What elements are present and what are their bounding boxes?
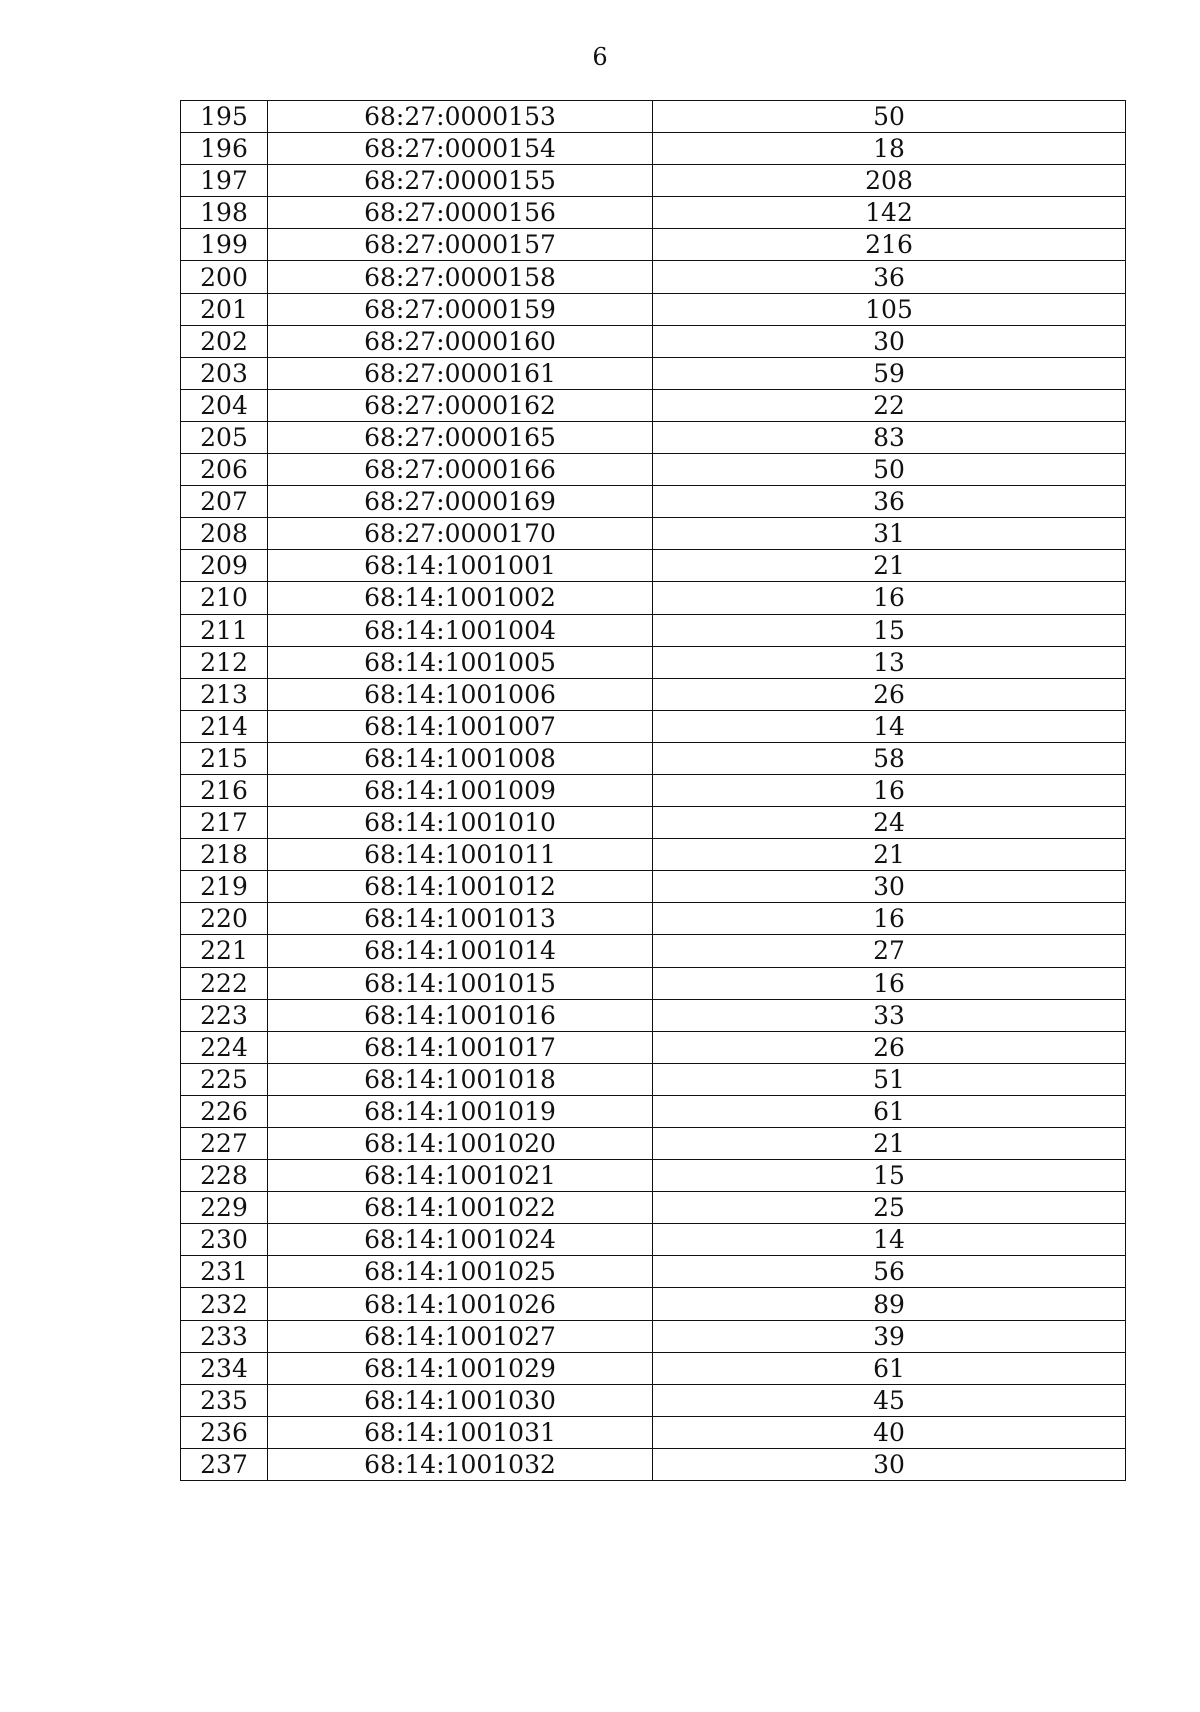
cadastral-number-cell: 68:14:1001014	[268, 935, 653, 967]
table-row	[181, 1384, 1126, 1416]
value-cell: 18	[653, 133, 1126, 165]
cadastral-table	[180, 100, 1126, 1481]
value-cell: 59	[653, 357, 1126, 389]
table-row	[181, 999, 1126, 1031]
table-row	[181, 710, 1126, 742]
value-cell: 15	[653, 614, 1126, 646]
row-number-cell: 223	[181, 999, 268, 1031]
value-cell: 16	[653, 903, 1126, 935]
row-number-cell: 210	[181, 582, 268, 614]
row-number-cell: 211	[181, 614, 268, 646]
value-cell: 33	[653, 999, 1126, 1031]
row-number-cell: 207	[181, 486, 268, 518]
value-cell: 51	[653, 1063, 1126, 1095]
value-cell: 89	[653, 1288, 1126, 1320]
row-number-cell: 204	[181, 389, 268, 421]
cadastral-number-cell: 68:14:1001007	[268, 710, 653, 742]
cadastral-number-cell: 68:27:0000160	[268, 325, 653, 357]
row-number-cell: 222	[181, 967, 268, 999]
row-number-cell: 230	[181, 1224, 268, 1256]
table-row	[181, 742, 1126, 774]
value-cell: 21	[653, 1128, 1126, 1160]
value-cell: 83	[653, 421, 1126, 453]
cadastral-number-cell: 68:14:1001001	[268, 550, 653, 582]
table-row	[181, 197, 1126, 229]
value-cell: 21	[653, 839, 1126, 871]
value-cell: 26	[653, 1031, 1126, 1063]
table-row	[181, 454, 1126, 486]
value-cell: 50	[653, 454, 1126, 486]
cadastral-number-cell: 68:27:0000162	[268, 389, 653, 421]
value-cell: 13	[653, 646, 1126, 678]
table-row	[181, 614, 1126, 646]
cadastral-number-cell: 68:14:1001027	[268, 1320, 653, 1352]
value-cell: 22	[653, 389, 1126, 421]
value-cell: 142	[653, 197, 1126, 229]
cadastral-number-cell: 68:14:1001018	[268, 1063, 653, 1095]
row-number-cell: 196	[181, 133, 268, 165]
row-number-cell: 232	[181, 1288, 268, 1320]
cadastral-number-cell: 68:14:1001019	[268, 1095, 653, 1127]
value-cell: 36	[653, 486, 1126, 518]
row-number-cell: 220	[181, 903, 268, 935]
table-row	[181, 1320, 1126, 1352]
cadastral-number-cell: 68:14:1001016	[268, 999, 653, 1031]
cadastral-number-cell: 68:14:1001004	[268, 614, 653, 646]
row-number-cell: 216	[181, 774, 268, 806]
value-cell: 61	[653, 1095, 1126, 1127]
value-cell: 16	[653, 967, 1126, 999]
row-number-cell: 229	[181, 1192, 268, 1224]
value-cell: 56	[653, 1256, 1126, 1288]
cadastral-number-cell: 68:14:1001009	[268, 774, 653, 806]
cadastral-number-cell: 68:14:1001021	[268, 1160, 653, 1192]
row-number-cell: 197	[181, 165, 268, 197]
value-cell: 14	[653, 1224, 1126, 1256]
value-cell: 30	[653, 1448, 1126, 1480]
value-cell: 27	[653, 935, 1126, 967]
cadastral-number-cell: 68:14:1001008	[268, 742, 653, 774]
cadastral-number-cell: 68:27:0000166	[268, 454, 653, 486]
row-number-cell: 200	[181, 261, 268, 293]
row-number-cell: 206	[181, 454, 268, 486]
cadastral-number-cell: 68:14:1001022	[268, 1192, 653, 1224]
table-row	[181, 1256, 1126, 1288]
cadastral-number-cell: 68:27:0000159	[268, 293, 653, 325]
row-number-cell: 198	[181, 197, 268, 229]
value-cell: 16	[653, 582, 1126, 614]
row-number-cell: 215	[181, 742, 268, 774]
table-row	[181, 678, 1126, 710]
value-cell: 31	[653, 518, 1126, 550]
value-cell: 50	[653, 101, 1126, 133]
value-cell: 39	[653, 1320, 1126, 1352]
table-row	[181, 389, 1126, 421]
row-number-cell: 236	[181, 1416, 268, 1448]
table-row	[181, 1095, 1126, 1127]
table-row	[181, 839, 1126, 871]
row-number-cell: 203	[181, 357, 268, 389]
cadastral-number-cell: 68:14:1001024	[268, 1224, 653, 1256]
value-cell: 26	[653, 678, 1126, 710]
table-row	[181, 903, 1126, 935]
value-cell: 30	[653, 871, 1126, 903]
cadastral-number-cell: 68:27:0000165	[268, 421, 653, 453]
table-row	[181, 1031, 1126, 1063]
table-row	[181, 229, 1126, 261]
table-row	[181, 1448, 1126, 1480]
table-row	[181, 550, 1126, 582]
cadastral-number-cell: 68:14:1001006	[268, 678, 653, 710]
value-cell: 15	[653, 1160, 1126, 1192]
row-number-cell: 202	[181, 325, 268, 357]
value-cell: 25	[653, 1192, 1126, 1224]
row-number-cell: 225	[181, 1063, 268, 1095]
row-number-cell: 224	[181, 1031, 268, 1063]
cadastral-number-cell: 68:27:0000154	[268, 133, 653, 165]
table-row	[181, 1416, 1126, 1448]
value-cell: 14	[653, 710, 1126, 742]
row-number-cell: 199	[181, 229, 268, 261]
value-cell: 58	[653, 742, 1126, 774]
row-number-cell: 231	[181, 1256, 268, 1288]
cadastral-number-cell: 68:14:1001029	[268, 1352, 653, 1384]
table-row	[181, 1128, 1126, 1160]
value-cell: 24	[653, 807, 1126, 839]
cadastral-number-cell: 68:14:1001005	[268, 646, 653, 678]
row-number-cell: 235	[181, 1384, 268, 1416]
cadastral-number-cell: 68:14:1001030	[268, 1384, 653, 1416]
cadastral-number-cell: 68:14:1001013	[268, 903, 653, 935]
table-row	[181, 1063, 1126, 1095]
row-number-cell: 208	[181, 518, 268, 550]
table-row	[181, 421, 1126, 453]
value-cell: 208	[653, 165, 1126, 197]
row-number-cell: 226	[181, 1095, 268, 1127]
value-cell: 105	[653, 293, 1126, 325]
cadastral-number-cell: 68:27:0000169	[268, 486, 653, 518]
cadastral-number-cell: 68:14:1001012	[268, 871, 653, 903]
cadastral-number-cell: 68:27:0000158	[268, 261, 653, 293]
table-row	[181, 807, 1126, 839]
cadastral-number-cell: 68:14:1001017	[268, 1031, 653, 1063]
row-number-cell: 209	[181, 550, 268, 582]
table-body	[181, 101, 1126, 1481]
value-cell: 30	[653, 325, 1126, 357]
table-row	[181, 486, 1126, 518]
row-number-cell: 234	[181, 1352, 268, 1384]
table-row	[181, 101, 1126, 133]
row-number-cell: 217	[181, 807, 268, 839]
table-row	[181, 1288, 1126, 1320]
page-number: 6	[592, 43, 608, 71]
row-number-cell: 228	[181, 1160, 268, 1192]
table-row	[181, 582, 1126, 614]
cadastral-number-cell: 68:14:1001015	[268, 967, 653, 999]
cadastral-number-cell: 68:27:0000155	[268, 165, 653, 197]
table-row	[181, 293, 1126, 325]
table-row	[181, 1224, 1126, 1256]
row-number-cell: 227	[181, 1128, 268, 1160]
cadastral-number-cell: 68:27:0000170	[268, 518, 653, 550]
row-number-cell: 233	[181, 1320, 268, 1352]
value-cell: 36	[653, 261, 1126, 293]
value-cell: 40	[653, 1416, 1126, 1448]
cadastral-number-cell: 68:14:1001011	[268, 839, 653, 871]
cadastral-number-cell: 68:14:1001002	[268, 582, 653, 614]
cadastral-number-cell: 68:14:1001010	[268, 807, 653, 839]
row-number-cell: 205	[181, 421, 268, 453]
table-row	[181, 261, 1126, 293]
value-cell: 21	[653, 550, 1126, 582]
table-row	[181, 357, 1126, 389]
row-number-cell: 214	[181, 710, 268, 742]
table-row	[181, 325, 1126, 357]
cadastral-number-cell: 68:14:1001026	[268, 1288, 653, 1320]
cadastral-number-cell: 68:27:0000156	[268, 197, 653, 229]
row-number-cell: 213	[181, 678, 268, 710]
table-row	[181, 774, 1126, 806]
cadastral-number-cell: 68:27:0000153	[268, 101, 653, 133]
value-cell: 61	[653, 1352, 1126, 1384]
cadastral-number-cell: 68:14:1001025	[268, 1256, 653, 1288]
cadastral-number-cell: 68:27:0000157	[268, 229, 653, 261]
table-row	[181, 1352, 1126, 1384]
table-row	[181, 518, 1126, 550]
table-row	[181, 967, 1126, 999]
row-number-cell: 218	[181, 839, 268, 871]
table-row	[181, 646, 1126, 678]
row-number-cell: 212	[181, 646, 268, 678]
value-cell: 216	[653, 229, 1126, 261]
table-row	[181, 935, 1126, 967]
value-cell: 45	[653, 1384, 1126, 1416]
cadastral-number-cell: 68:14:1001032	[268, 1448, 653, 1480]
cadastral-number-cell: 68:14:1001031	[268, 1416, 653, 1448]
table-row	[181, 165, 1126, 197]
table-row	[181, 1160, 1126, 1192]
table-row	[181, 871, 1126, 903]
row-number-cell: 219	[181, 871, 268, 903]
row-number-cell: 221	[181, 935, 268, 967]
value-cell: 16	[653, 774, 1126, 806]
table-row	[181, 1192, 1126, 1224]
row-number-cell: 195	[181, 101, 268, 133]
cadastral-number-cell: 68:14:1001020	[268, 1128, 653, 1160]
cadastral-number-cell: 68:27:0000161	[268, 357, 653, 389]
row-number-cell: 237	[181, 1448, 268, 1480]
row-number-cell: 201	[181, 293, 268, 325]
table-row	[181, 133, 1126, 165]
